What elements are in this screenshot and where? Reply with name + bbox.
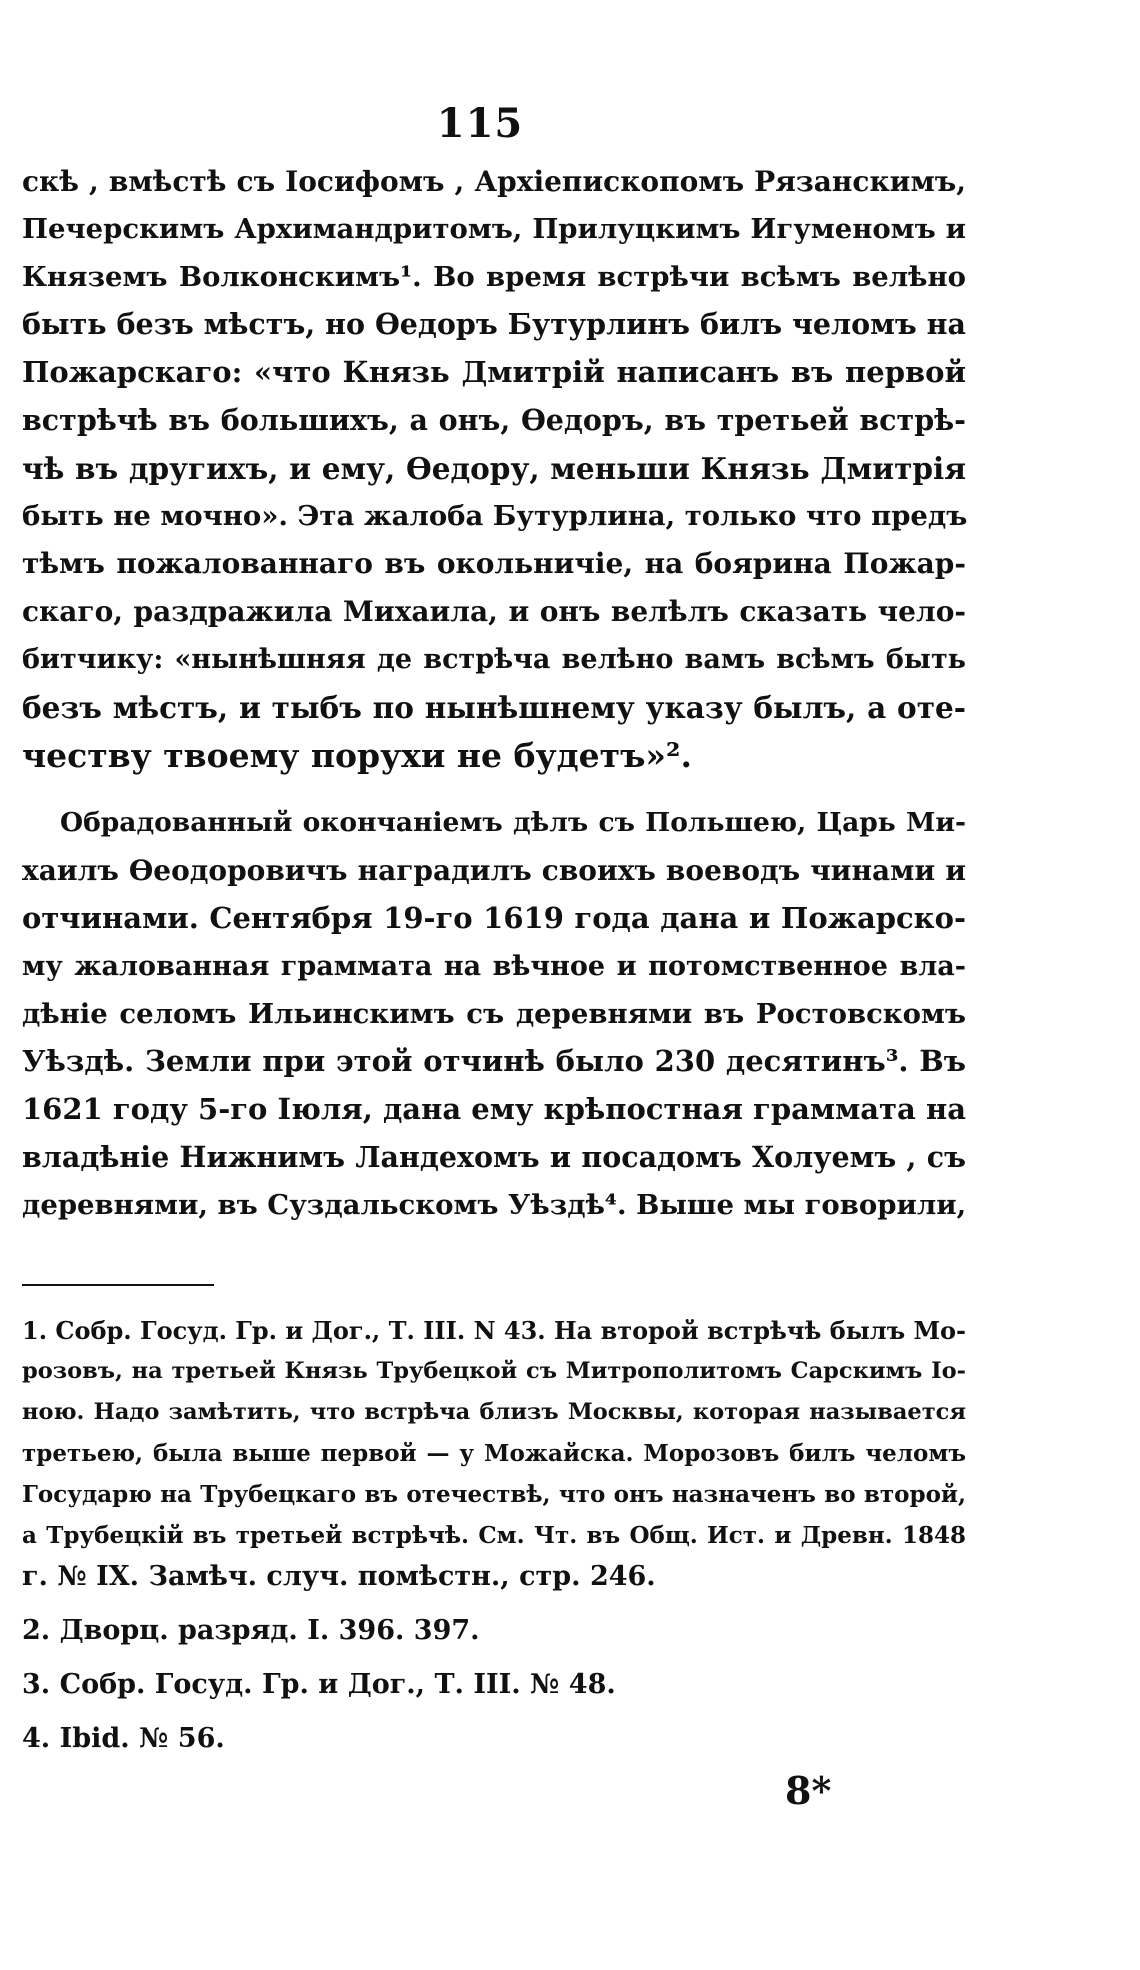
text-line: быть не мочно». Эта жалоба Бутурлина, только что предъ (22, 499, 968, 532)
text-line: битчику: «нынѣшняя де встрѣча велѣно вамъ всѣмъ быть (22, 643, 966, 675)
footnote-line: г. № IX. Замѣч. случ. помѣстн., стр. 246. (22, 1561, 656, 1592)
footnotes (22, 1310, 966, 1759)
footnote-gap (22, 1597, 966, 1610)
footnote-line: розовъ, на третьей Князь Трубецкой съ Митрополитомъ Сарскимъ Іо- (22, 1358, 966, 1384)
footnote-divider (22, 1284, 214, 1286)
footnote-gap (22, 1705, 966, 1718)
text-line: Уѣздѣ. Земли при этой отчинѣ было 230 десятинъ³. Въ (22, 1044, 966, 1079)
footnote-3: 3. Собр. Госуд. Гр. и Дог., Т. III. № 48. (22, 1669, 616, 1700)
text-line: тѣмъ пожалованнаго въ окольничіе, на боярина Пожар- (22, 547, 966, 581)
signature-mark: 8* (785, 1768, 832, 1813)
text-line: Печерскимъ Архимандритомъ, Прилуцкимъ Игуменомъ и (22, 212, 966, 245)
text-line: му жалованная граммата на вѣчное и потомственное вла- (22, 950, 966, 982)
footnote-line: а Трубецкій въ третьей встрѣчѣ. См. Чт. въ Общ. Ист. и Древн. 1848 (22, 1522, 966, 1549)
text-line: безъ мѣстъ, и тыбъ по нынѣшнему указу былъ, а оте- (22, 689, 966, 725)
paragraph-gap (22, 779, 966, 799)
text-line: Княземъ Волконскимъ¹. Во время встрѣчи всѣмъ велѣно (22, 260, 966, 293)
text-line: чѣ въ другихъ, и ему, Ѳедору, меньши Князь Дмитрія (22, 450, 966, 486)
footnote-4: 4. Ibid. № 56. (22, 1723, 225, 1754)
text-line: дѣніе селомъ Ильинскимъ съ деревнями въ Ростовскомъ (22, 997, 966, 1030)
footnote-line: ною. Надо замѣтить, что встрѣча близъ Москвы, которая называется (22, 1399, 966, 1425)
text-line: встрѣчѣ въ большихъ, а онъ, Ѳедоръ, въ третьей встрѣ- (22, 402, 966, 437)
footnote-line: 1. Собр. Госуд. Гр. и Дог., Т. III. N 43. На второй встрѣчѣ былъ Мо- (22, 1316, 966, 1345)
text-line: быть безъ мѣстъ, но Ѳедоръ Бутурлинъ билъ челомъ на (22, 307, 966, 342)
text-line: Пожарскаго: «что Князь Дмитрій написанъ въ первой (22, 355, 966, 390)
main-text (22, 158, 966, 1230)
footnote-line: Государю на Трубецкаго въ отечествѣ, что онъ назначенъ во второй, (22, 1481, 966, 1508)
text-line: Обрадованный окончаніемъ дѣлъ съ Польшею, Царь Ми- (60, 807, 966, 839)
text-line: отчинами. Сентября 19-го 1619 года дана и Пожарско- (22, 900, 966, 935)
page-number: 115 (436, 100, 524, 147)
text-line: деревнями, въ Суздальскомъ Уѣздѣ⁴. Выше мы говорили, (22, 1188, 967, 1221)
text-line: скѣ , вмѣстѣ съ Іосифомъ , Архіепископомъ Рязанскимъ, (22, 165, 966, 198)
footnote-gap (22, 1651, 966, 1664)
footnote-2: 2. Дворц. разряд. I. 396. 397. (22, 1615, 480, 1646)
text-line: честву твоему порухи не будетъ»². (22, 735, 692, 775)
footnote-line: третьею, была выше первой — у Можайска. Морозовъ билъ челомъ (22, 1440, 966, 1467)
text-line: владѣніе Нижнимъ Ландехомъ и посадомъ Холуемъ , съ (22, 1139, 966, 1174)
text-line: 1621 году 5-го Іюля, дана ему крѣпостная граммата на (22, 1092, 966, 1127)
text-line: скаго, раздражила Михаила, и онъ велѣлъ сказать чело- (22, 595, 966, 629)
text-line: хаилъ Ѳеодоровичъ наградилъ своихъ воеводъ чинами и (22, 854, 966, 888)
